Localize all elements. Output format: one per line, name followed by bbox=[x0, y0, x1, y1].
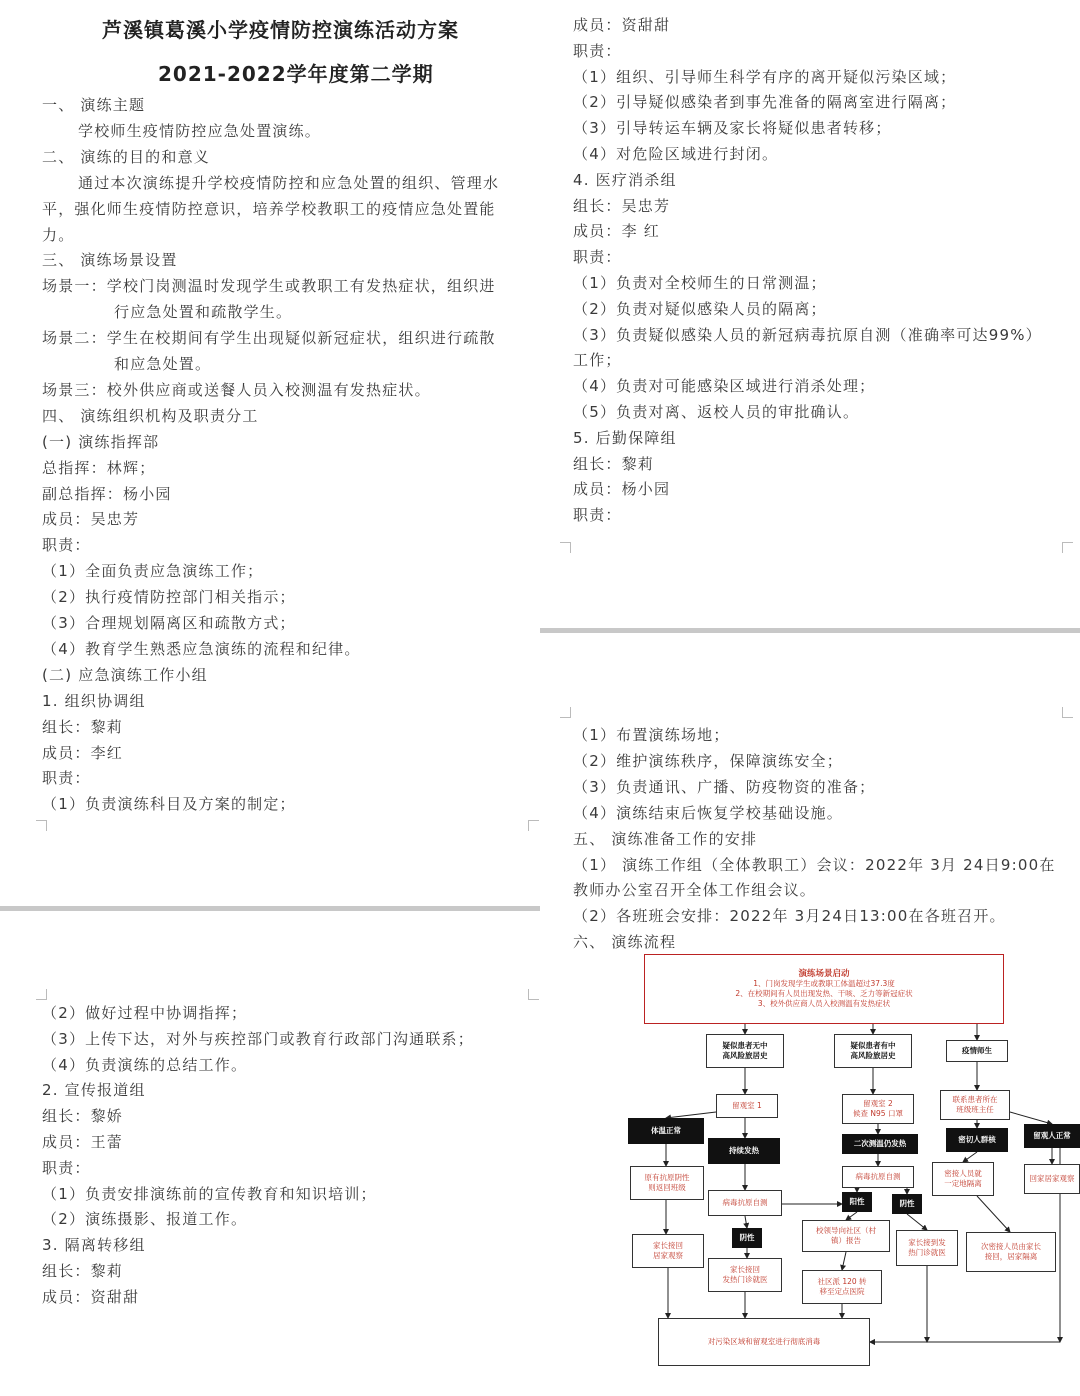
text-line: 三、 演练场景设置 bbox=[42, 251, 178, 270]
text-line: 职责： bbox=[573, 506, 622, 525]
text-line: 组长：黎娇 bbox=[42, 1107, 124, 1126]
text-line: 场景二：学生在校期间有学生出现疑似新冠症状，组织进行疏散 bbox=[42, 329, 496, 348]
flow-node-negative-2: 阴性 bbox=[892, 1194, 922, 1214]
flow-node-disinfection: 对污染区域和留观室进行彻底消毒 bbox=[658, 1318, 870, 1366]
text-line: （1）布置演练场地； bbox=[573, 726, 730, 744]
flow-node-antigen-test-2: 病毒抗原自测 bbox=[842, 1166, 914, 1188]
flow-node-temp-normal: 体温正常 bbox=[628, 1118, 704, 1144]
text-line: 职责： bbox=[573, 248, 622, 267]
text-line: （2）引导疑似感染者到事先准备的隔离室进行隔离； bbox=[573, 93, 957, 112]
flow-node-secondary-contact: 次密接人员由家长 接回，居家隔离 bbox=[966, 1232, 1056, 1272]
text-line: 组长：吴忠芳 bbox=[573, 196, 671, 215]
flow-scenario-line: 1、门岗发现学生或教职工体温超过37.3度 bbox=[753, 979, 895, 988]
text-line: 职责： bbox=[42, 536, 91, 555]
text-line: （2）负责对疑似感染人员的隔离； bbox=[573, 299, 827, 318]
text-line: 六、 演练流程 bbox=[573, 933, 677, 952]
text-line: 成员：吴忠芳 bbox=[42, 510, 140, 529]
text-line: 教师办公室召开全体工作组会议。 bbox=[573, 881, 817, 900]
flow-arrow bbox=[1010, 1112, 1052, 1124]
text-line: （1）组织、引导师生科学有序的离开疑似污染区域； bbox=[573, 67, 957, 86]
text-line: 和应急处置。 bbox=[114, 355, 212, 373]
flow-scenario-box bbox=[644, 954, 1004, 1024]
page-panel-2 bbox=[540, 0, 1080, 628]
text-line: 平，强化师生疫情防控意识，培养学校教职工的疫情应急处置能 bbox=[42, 199, 496, 218]
text-line: （1）全面负责应急演练工作； bbox=[42, 562, 264, 581]
flow-arrow bbox=[977, 1196, 1010, 1232]
flow-node-observation-2: 留观室 2 候查 N95 口罩 bbox=[842, 1094, 914, 1124]
flow-node-no-risk: 疑似患者无中 高风险旅居史 bbox=[706, 1034, 784, 1068]
flow-arrow bbox=[963, 1152, 977, 1162]
text-line: 二、 演练的目的和意义 bbox=[42, 147, 210, 166]
page-panel-1 bbox=[0, 0, 540, 908]
text-line: 四、 演练组织机构及职责分工 bbox=[42, 406, 259, 425]
text-line: 副总指挥：杨小园 bbox=[42, 484, 172, 503]
page-corner-mark bbox=[528, 820, 539, 831]
text-line: 五、 演练准备工作的安排 bbox=[573, 829, 758, 848]
text-line: 成员：资甜甜 bbox=[573, 16, 671, 34]
text-line: 行应急处置和疏散学生。 bbox=[114, 303, 293, 322]
page-panel-3 bbox=[0, 911, 540, 1396]
text-line: (一) 演练指挥部 bbox=[42, 432, 160, 451]
flow-node-negative-1: 阴性 bbox=[732, 1228, 762, 1248]
text-line: 职责： bbox=[42, 769, 91, 788]
text-line: （4）负责演练的总结工作。 bbox=[42, 1055, 248, 1074]
flow-node-observer-normal: 留观人正常 bbox=[1024, 1124, 1080, 1148]
text-line: 成员：李 红 bbox=[573, 222, 660, 241]
flow-node-observation-1: 留观室 1 bbox=[716, 1094, 778, 1118]
text-line: 1. 组织协调组 bbox=[42, 691, 146, 710]
text-line: （4）演练结束后恢复学校基础设施。 bbox=[573, 803, 843, 822]
text-line: （2）演练摄影、报道工作。 bbox=[42, 1210, 248, 1229]
text-line: 一、 演练主题 bbox=[42, 96, 146, 114]
text-line: （3）负责疑似感染人员的新冠病毒抗原自测（准确率可达99%） bbox=[573, 325, 1042, 344]
flow-scenario-line: 2、在校期间有人员出现发热、干咳、乏力等新冠症状 bbox=[735, 989, 913, 998]
text-line: （4）对危险区域进行封闭。 bbox=[573, 145, 779, 163]
flow-node-parent-fever-clinic: 家长接到发 热门诊就医 bbox=[896, 1230, 958, 1266]
flow-node-close-contact-isolation: 密接人员就 一定地隔离 bbox=[932, 1162, 994, 1196]
text-line: 成员：杨小园 bbox=[573, 480, 671, 499]
text-line: （4）教育学生熟悉应急演练的流程和纪律。 bbox=[42, 639, 361, 658]
text-line: （2）执行疫情防控部门相关指示； bbox=[42, 588, 296, 607]
text-line: 2. 宣传报道组 bbox=[42, 1081, 146, 1100]
text-line: （2）做好过程中协调指挥； bbox=[42, 1004, 248, 1022]
flow-scenario-title: 演练场景启动 bbox=[798, 969, 850, 979]
page-corner-mark bbox=[36, 989, 47, 1000]
flow-node-second-temp: 二次测温仍发热 bbox=[842, 1134, 918, 1154]
page-corner-mark bbox=[1062, 707, 1073, 718]
text-line: 成员：李红 bbox=[42, 743, 124, 762]
text-line: （3）合理规划隔离区和疏散方式； bbox=[42, 614, 296, 632]
flow-arrow bbox=[907, 1214, 927, 1230]
text-line: 3. 隔离转移组 bbox=[42, 1236, 146, 1255]
text-line: 组长：黎莉 bbox=[573, 454, 655, 473]
flow-node-home-observation: 回家居家观察 bbox=[1024, 1164, 1080, 1194]
page-subtitle: 2021-2022学年度第二学期 bbox=[158, 62, 434, 86]
text-line: 力。 bbox=[42, 225, 75, 244]
text-line: 总指挥：林辉； bbox=[42, 458, 156, 477]
flow-node-persistent-fever: 持续发热 bbox=[708, 1138, 780, 1164]
page-corner-mark bbox=[1062, 542, 1073, 553]
flow-node-antigen-test-1: 病毒抗原自测 bbox=[708, 1190, 782, 1216]
text-line: （3）负责通讯、广播、防疫物资的准备； bbox=[573, 777, 876, 796]
text-line: 场景三：校外供应商或送餐人员入校测温有发热症状。 bbox=[42, 380, 431, 399]
flow-node-close-contact-check: 密切人群核 bbox=[946, 1128, 1008, 1152]
text-line: （3）引导转运车辆及家长将疑似患者转移； bbox=[573, 119, 892, 138]
text-line: 工作； bbox=[573, 351, 622, 370]
flow-node-parent-home: 家长接回 居家观察 bbox=[632, 1234, 704, 1268]
flow-arrow bbox=[745, 1216, 747, 1228]
page-title: 芦溪镇葛溪小学疫情防控演练活动方案 bbox=[102, 18, 459, 42]
text-line: 职责： bbox=[42, 1158, 91, 1177]
text-line: （3）上传下达，对外与疾控部门或教育行政部门沟通联系； bbox=[42, 1029, 474, 1048]
text-line: 场景一：学校门岗测温时发现学生或教职工有发热症状，组织进 bbox=[42, 277, 496, 296]
flowchart bbox=[620, 952, 1080, 1372]
page-corner-mark bbox=[528, 989, 539, 1000]
page-corner-mark bbox=[560, 707, 571, 718]
flow-arrow bbox=[846, 1212, 857, 1220]
text-line: 组长：黎莉 bbox=[42, 1262, 124, 1280]
flow-node-teacher-student: 疫情师生 bbox=[946, 1040, 1008, 1062]
flow-node-report-community: 校领导向社区（村 镇）报告 bbox=[802, 1220, 890, 1252]
text-line: （1） 演练工作组（全体教职工）会议：2022年 3月 24日9:00在 bbox=[573, 855, 1056, 874]
text-line: 职责： bbox=[573, 41, 622, 60]
text-line: （1）负责对全校师生的日常测温； bbox=[573, 274, 827, 292]
flow-node-risk: 疑似患者有中 高风险旅居史 bbox=[834, 1034, 912, 1068]
page-corner-mark bbox=[560, 542, 571, 553]
text-line: 通过本次演练提升学校疫情防控和应急处置的组织、管理水 bbox=[78, 173, 500, 192]
text-line: 组长：黎莉 bbox=[42, 717, 124, 736]
flow-node-contact-teacher: 联系患者所在 班级班主任 bbox=[940, 1090, 1010, 1120]
page-corner-mark bbox=[36, 820, 47, 831]
flow-node-antigen-negative-return: 原有抗原阴性 则返回班级 bbox=[630, 1166, 704, 1200]
text-line: (二) 应急演练工作小组 bbox=[42, 665, 208, 684]
text-line: （5）负责对离、返校人员的审批确认。 bbox=[573, 403, 860, 421]
flow-node-positive: 阳性 bbox=[842, 1192, 872, 1212]
text-line: （4）负责对可能感染区域进行消杀处理； bbox=[573, 377, 876, 396]
text-line: 成员：资甜甜 bbox=[42, 1287, 140, 1306]
text-line: （2）各班班会安排：2022年 3月24日13:00在各班召开。 bbox=[573, 907, 1006, 926]
flow-node-parent-clinic: 家长接回 发热门诊就医 bbox=[708, 1258, 782, 1292]
text-line: 学校师生疫情防控应急处置演练。 bbox=[78, 121, 322, 140]
flow-arrow bbox=[842, 1252, 846, 1270]
text-line: （1）负责安排演练前的宣传教育和知识培训； bbox=[42, 1184, 377, 1203]
text-line: 5. 后勤保障组 bbox=[573, 428, 677, 447]
flow-scenario-line: 3、校外供应商人员入校测温有发热症状 bbox=[757, 999, 891, 1008]
text-line: 成员：王蕾 bbox=[42, 1133, 124, 1151]
text-line: （2）维护演练秩序，保障演练安全； bbox=[573, 751, 843, 770]
text-line: 4. 医疗消杀组 bbox=[573, 170, 677, 189]
text-line: （1）负责演练科目及方案的制定； bbox=[42, 795, 296, 814]
flow-node-ambulance: 社区派 120 转 移至定点医院 bbox=[802, 1270, 882, 1304]
